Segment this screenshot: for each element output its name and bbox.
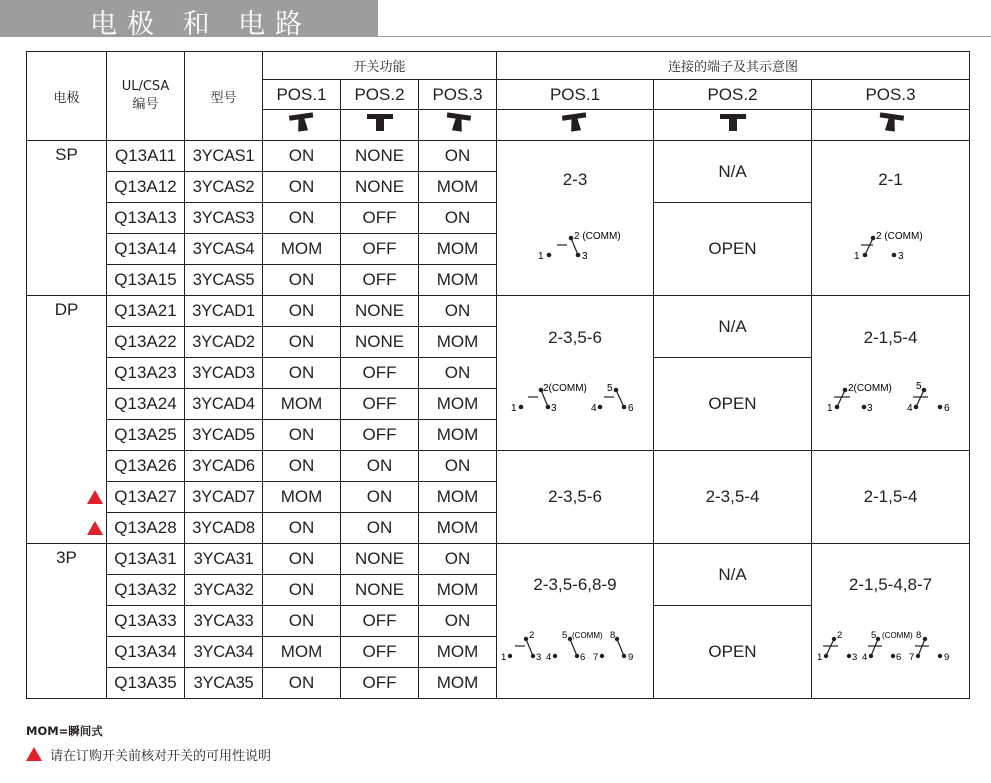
pole-dp: DP bbox=[27, 296, 107, 544]
dp-conn-pos1-text: 2-3,5-6 bbox=[548, 328, 602, 347]
svg-text:3: 3 bbox=[866, 403, 873, 414]
func-pos3: MOM bbox=[419, 265, 497, 296]
svg-text:6: 6 bbox=[580, 652, 586, 663]
header-conn-pos1: POS.1 bbox=[497, 80, 654, 110]
func-pos1: MOM bbox=[263, 389, 341, 420]
ul-number: Q13A22 bbox=[107, 327, 185, 358]
svg-text:3: 3 bbox=[536, 652, 542, 663]
svg-text:8: 8 bbox=[610, 630, 616, 641]
toggle-conn-pos3-icon bbox=[812, 110, 970, 141]
ul-number: Q13A34 bbox=[107, 637, 185, 668]
model-number: 3YCAS3 bbox=[185, 203, 263, 234]
toggle-conn-pos1-icon bbox=[497, 110, 654, 141]
func-pos3: MOM bbox=[419, 668, 497, 699]
model-number: 3YCAD1 bbox=[185, 296, 263, 327]
dp-conn-pos1 bbox=[497, 296, 654, 451]
svg-text:4: 4 bbox=[546, 652, 552, 663]
func-pos3: ON bbox=[419, 358, 497, 389]
footnotes bbox=[26, 723, 271, 764]
func-pos1: MOM bbox=[263, 637, 341, 668]
header-conn-pos2: POS.2 bbox=[654, 80, 812, 110]
func-pos1: ON bbox=[263, 451, 341, 482]
header-func-pos2: POS.2 bbox=[341, 80, 419, 110]
model-number: 3YCAD3 bbox=[185, 358, 263, 389]
availability-note bbox=[26, 745, 271, 764]
svg-text:3: 3 bbox=[551, 403, 557, 414]
func-pos1: ON bbox=[263, 544, 341, 575]
func-pos3: ON bbox=[419, 606, 497, 637]
svg-text:1: 1 bbox=[826, 403, 833, 414]
func-pos2: OFF bbox=[341, 358, 419, 389]
func-pos3: ON bbox=[419, 451, 497, 482]
toggle-pos2-icon bbox=[341, 110, 419, 141]
model-number: 3YCAD5 bbox=[185, 420, 263, 451]
header-ulcsa bbox=[107, 52, 185, 141]
svg-text:(COMM): (COMM) bbox=[881, 631, 913, 640]
func-pos1: ON bbox=[263, 203, 341, 234]
dp-conn-pos3-text: 2-1,5-4 bbox=[863, 328, 918, 347]
dp-conn-pos3 bbox=[812, 296, 970, 451]
ul-number: Q13A33 bbox=[107, 606, 185, 637]
dp-b-conn-pos1: 2-3,5-6 bbox=[497, 451, 654, 544]
svg-text:5: 5 bbox=[915, 381, 922, 392]
func-pos2: NONE bbox=[341, 327, 419, 358]
svg-text:1: 1 bbox=[816, 652, 822, 663]
svg-text:4: 4 bbox=[861, 652, 867, 663]
poles-circuits-table bbox=[26, 51, 970, 699]
func-pos1: ON bbox=[263, 575, 341, 606]
3p-pos3-switch-diagram bbox=[816, 627, 966, 667]
svg-text:2(COMM): 2(COMM) bbox=[543, 383, 587, 394]
func-pos3: ON bbox=[419, 203, 497, 234]
ul-number: Q13A13 bbox=[107, 203, 185, 234]
model-number: 3YCA31 bbox=[185, 544, 263, 575]
svg-text:1: 1 bbox=[501, 652, 507, 663]
header-ulcsa-line1: UL/CSA bbox=[121, 79, 170, 94]
func-pos1: ON bbox=[263, 141, 341, 172]
func-pos2: ON bbox=[341, 451, 419, 482]
availability-note-text: 请在订购开关前核对开关的可用性说明 bbox=[50, 749, 272, 764]
svg-text:2(COMM): 2(COMM) bbox=[847, 383, 892, 394]
banner-rule bbox=[378, 36, 991, 37]
ul-number bbox=[107, 513, 185, 544]
section-title: 电极 和 电路 bbox=[90, 9, 313, 40]
header-connection-diagram: 连接的端子及其示意图 bbox=[497, 52, 970, 80]
svg-text:3: 3 bbox=[851, 652, 857, 663]
svg-text:7: 7 bbox=[908, 652, 914, 663]
3p-conn-pos1-text: 2-3,5-6,8-9 bbox=[533, 575, 617, 594]
func-pos2: NONE bbox=[341, 575, 419, 606]
svg-text:1: 1 bbox=[538, 251, 544, 262]
dp-pos1-switch-diagram bbox=[510, 378, 640, 418]
svg-text:6: 6 bbox=[628, 403, 634, 414]
svg-text:8: 8 bbox=[915, 630, 921, 641]
model-number: 3YCAD7 bbox=[185, 482, 263, 513]
model-number: 3YCAS5 bbox=[185, 265, 263, 296]
model-number: 3YCAS1 bbox=[185, 141, 263, 172]
func-pos1: MOM bbox=[263, 234, 341, 265]
func-pos2: OFF bbox=[341, 606, 419, 637]
func-pos2: OFF bbox=[341, 420, 419, 451]
func-pos1: ON bbox=[263, 513, 341, 544]
pole-sp: SP bbox=[27, 141, 107, 296]
func-pos2: NONE bbox=[341, 141, 419, 172]
func-pos3: ON bbox=[419, 544, 497, 575]
header-poles: 电极 bbox=[27, 52, 107, 141]
func-pos3: MOM bbox=[419, 575, 497, 606]
dp-b-conn-pos3: 2-1,5-4 bbox=[812, 451, 970, 544]
sp-pos3-switch-diagram bbox=[851, 226, 931, 266]
func-pos1: ON bbox=[263, 606, 341, 637]
func-pos3: MOM bbox=[419, 420, 497, 451]
dp-conn-pos2-na: N/A bbox=[654, 296, 812, 358]
model-number: 3YCAD4 bbox=[185, 389, 263, 420]
model-number: 3YCAS4 bbox=[185, 234, 263, 265]
func-pos3: MOM bbox=[419, 234, 497, 265]
mom-definition-note: MOM=瞬间式 bbox=[26, 724, 103, 738]
ul-number: Q13A35 bbox=[107, 668, 185, 699]
model-number: 3YCAS2 bbox=[185, 172, 263, 203]
func-pos1: ON bbox=[263, 172, 341, 203]
toggle-pos3-icon bbox=[419, 110, 497, 141]
dp-pos3-switch-diagram bbox=[826, 378, 956, 418]
svg-text:9: 9 bbox=[628, 652, 634, 663]
func-pos1: ON bbox=[263, 296, 341, 327]
svg-text:2 (COMM): 2 (COMM) bbox=[574, 231, 621, 242]
sp-conn-pos1 bbox=[497, 141, 654, 296]
model-number: 3YCA34 bbox=[185, 637, 263, 668]
3p-conn-pos2-open: OPEN bbox=[654, 606, 812, 699]
svg-text:3: 3 bbox=[582, 251, 588, 262]
svg-text:5: 5 bbox=[607, 383, 613, 394]
sp-pos1-switch-diagram bbox=[535, 226, 621, 266]
ul-number: Q13A24 bbox=[107, 389, 185, 420]
svg-text:1: 1 bbox=[853, 251, 860, 262]
func-pos3: MOM bbox=[419, 513, 497, 544]
header-conn-pos3: POS.3 bbox=[812, 80, 970, 110]
ul-number: Q13A23 bbox=[107, 358, 185, 389]
model-number: 3YCA32 bbox=[185, 575, 263, 606]
header-ulcsa-line2: 编号 bbox=[132, 97, 159, 112]
func-pos2: OFF bbox=[341, 203, 419, 234]
sp-conn-pos3-text: 2-1 bbox=[878, 170, 903, 189]
sp-conn-pos3 bbox=[812, 141, 970, 296]
func-pos3: MOM bbox=[419, 482, 497, 513]
sp-conn-pos1-text: 2-3 bbox=[562, 170, 588, 189]
func-pos3: MOM bbox=[419, 389, 497, 420]
model-number: 3YCAD6 bbox=[185, 451, 263, 482]
func-pos1: ON bbox=[263, 327, 341, 358]
svg-text:3: 3 bbox=[897, 251, 904, 262]
svg-text:2 (COMM): 2 (COMM) bbox=[875, 231, 923, 242]
ul-number: Q13A31 bbox=[107, 544, 185, 575]
func-pos3: ON bbox=[419, 141, 497, 172]
3p-conn-pos3 bbox=[812, 544, 970, 699]
ul-number bbox=[107, 482, 185, 513]
ul-number: Q13A32 bbox=[107, 575, 185, 606]
ul-number: Q13A26 bbox=[107, 451, 185, 482]
func-pos3: MOM bbox=[419, 172, 497, 203]
model-number: 3YCAD8 bbox=[185, 513, 263, 544]
func-pos3: MOM bbox=[419, 327, 497, 358]
availability-warning-icon bbox=[87, 521, 103, 535]
header-func-pos1: POS.1 bbox=[263, 80, 341, 110]
func-pos2: ON bbox=[341, 513, 419, 544]
svg-text:(COMM): (COMM) bbox=[572, 631, 603, 640]
model-number: 3YCAD2 bbox=[185, 327, 263, 358]
svg-text:5: 5 bbox=[562, 630, 568, 641]
svg-text:6: 6 bbox=[943, 403, 950, 414]
svg-text:2: 2 bbox=[529, 630, 535, 641]
3p-conn-pos1 bbox=[497, 544, 654, 699]
3p-pos1-switch-diagram bbox=[500, 627, 650, 667]
ul-number-text: Q13A27 bbox=[114, 487, 177, 506]
warning-triangle-icon bbox=[26, 747, 42, 761]
dp-b-conn-pos2: 2-3,5-4 bbox=[654, 451, 812, 544]
func-pos2: OFF bbox=[341, 234, 419, 265]
func-pos2: OFF bbox=[341, 265, 419, 296]
svg-text:7: 7 bbox=[593, 652, 599, 663]
ul-number: Q13A14 bbox=[107, 234, 185, 265]
svg-text:4: 4 bbox=[906, 403, 913, 414]
ul-number: Q13A11 bbox=[107, 141, 185, 172]
sp-conn-pos2-na: N/A bbox=[654, 141, 812, 203]
ul-number: Q13A21 bbox=[107, 296, 185, 327]
ul-number-text: Q13A28 bbox=[114, 518, 177, 537]
func-pos1: ON bbox=[263, 265, 341, 296]
func-pos2: ON bbox=[341, 482, 419, 513]
func-pos3: MOM bbox=[419, 637, 497, 668]
ul-number: Q13A15 bbox=[107, 265, 185, 296]
3p-conn-pos2-na: N/A bbox=[654, 544, 812, 606]
model-number: 3YCA33 bbox=[185, 606, 263, 637]
func-pos2: OFF bbox=[341, 637, 419, 668]
func-pos1: MOM bbox=[263, 482, 341, 513]
ul-number: Q13A12 bbox=[107, 172, 185, 203]
pole-3p: 3P bbox=[27, 544, 107, 699]
svg-text:4: 4 bbox=[591, 403, 597, 414]
func-pos2: OFF bbox=[341, 389, 419, 420]
header-func-pos3: POS.3 bbox=[419, 80, 497, 110]
dp-conn-pos2-open: OPEN bbox=[654, 358, 812, 451]
func-pos1: ON bbox=[263, 420, 341, 451]
func-pos2: NONE bbox=[341, 172, 419, 203]
header-model: 型号 bbox=[185, 52, 263, 141]
func-pos1: ON bbox=[263, 358, 341, 389]
func-pos2: NONE bbox=[341, 296, 419, 327]
header-switch-function: 开关功能 bbox=[263, 52, 497, 80]
svg-text:6: 6 bbox=[895, 652, 901, 663]
availability-warning-icon bbox=[87, 490, 103, 504]
toggle-conn-pos2-icon bbox=[654, 110, 812, 141]
svg-text:2: 2 bbox=[836, 630, 842, 641]
svg-text:1: 1 bbox=[511, 403, 517, 414]
sp-conn-pos2-open: OPEN bbox=[654, 203, 812, 296]
ul-number: Q13A25 bbox=[107, 420, 185, 451]
toggle-pos1-icon bbox=[263, 110, 341, 141]
func-pos1: ON bbox=[263, 668, 341, 699]
section-banner bbox=[0, 0, 378, 40]
func-pos2: OFF bbox=[341, 668, 419, 699]
func-pos3: ON bbox=[419, 296, 497, 327]
func-pos2: NONE bbox=[341, 544, 419, 575]
model-number: 3YCA35 bbox=[185, 668, 263, 699]
svg-text:9: 9 bbox=[943, 652, 949, 663]
3p-conn-pos3-text: 2-1,5-4,8-7 bbox=[848, 575, 933, 594]
svg-text:5: 5 bbox=[870, 630, 876, 641]
